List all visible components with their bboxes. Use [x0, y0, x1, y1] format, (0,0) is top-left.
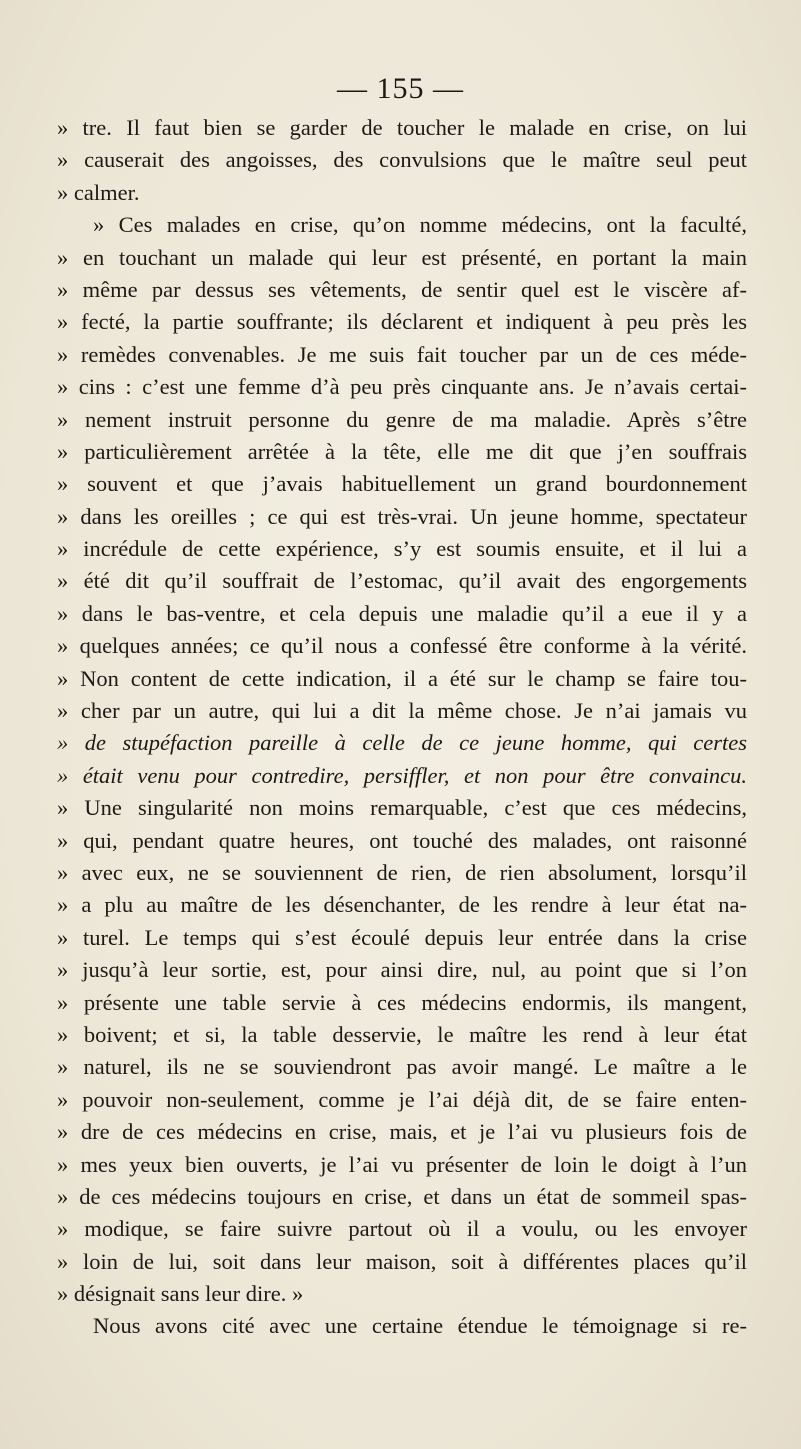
body-text	[57, 112, 747, 1343]
text-line: » naturel, ils ne se souviendront pas avoir mangé. Le maître a le	[57, 1054, 747, 1080]
text-line: » dans le bas-ventre, et cela depuis une maladie qu’il a eue il y a	[57, 600, 747, 626]
text-line: » cins : c’est une femme d’à peu près cinquante ans. Je n’avais certai-	[57, 374, 747, 400]
text-line: » désignait sans leur dire. »	[57, 1281, 304, 1307]
text-line: » incrédule de cette expérience, s’y est soumis ensuite, et il lui a	[57, 536, 747, 562]
text-line: » quelques années; ce qu’il nous a confessé être conforme à la vérité.	[57, 633, 747, 659]
text-line: » Une singularité non moins remarquable, c’est que ces médecins,	[57, 795, 747, 821]
text-line: » de ces médecins toujours en crise, et dans un état de sommeil spas-	[57, 1183, 747, 1209]
text-line: » même par dessus ses vêtements, de sentir quel est le viscère af-	[57, 276, 747, 302]
text-line: » qui, pendant quatre heures, ont touché des malades, ont raisonné	[57, 827, 747, 853]
text-line: » boivent; et si, la table desservie, le maître les rend à leur état	[57, 1021, 747, 1047]
text-line: » Non content de cette indication, il a été sur le champ se faire tou-	[57, 665, 747, 691]
text-line: » de stupéfaction pareille à celle de ce jeune homme, qui certes	[57, 730, 747, 756]
text-line: » particulièrement arrêtée à la tête, elle me dit que j’en souffrais	[57, 438, 747, 464]
text-line: » tre. Il faut bien se garder de toucher le malade en crise, on lui	[57, 115, 747, 140]
text-line: » était venu pour contredire, persiffler, et non pour être convaincu.	[57, 762, 747, 788]
text-line: » dre de ces médecins en crise, mais, et je l’ai vu plusieurs fois de	[57, 1119, 747, 1145]
page-number: — 155 —	[337, 72, 464, 105]
text-line: » turel. Le temps qui s’est écoulé depuis leur entrée dans la crise	[57, 924, 747, 950]
text-line: » en touchant un malade qui leur est présenté, en portant la main	[57, 244, 747, 270]
text-line: » jusqu’à leur sortie, est, pour ainsi dire, nul, au point que si l’on	[57, 957, 747, 983]
text-line: » cher par un autre, qui lui a dit la même chose. Je n’ai jamais vu	[57, 698, 747, 724]
text-line: » calmer.	[57, 179, 140, 205]
text-line: » pouvoir non-seulement, comme je l’ai déjà dit, de se faire enten-	[57, 1086, 747, 1112]
text-line: » remèdes convenables. Je me suis fait toucher par un de ces méde-	[57, 341, 747, 367]
text-line: » dans les oreilles ; ce qui est très-vrai. Un jeune homme, spectateur	[57, 503, 747, 529]
text-line: » causerait des angoisses, des convulsions que le maître seul peut	[57, 147, 747, 173]
text-line: » été dit qu’il souffrait de l’estomac, qu’il avait des engorgements	[57, 568, 747, 594]
text-line: Nous avons cité avec une certaine étendue le témoignage si re-	[93, 1313, 747, 1339]
text-line: » Ces malades en crise, qu’on nomme médecins, ont la faculté,	[93, 212, 747, 238]
text-line: » modique, se faire suivre partout où il a voulu, ou les envoyer	[57, 1216, 747, 1242]
text-line: » nement instruit personne du genre de ma maladie. Après s’être	[57, 406, 747, 432]
text-line: » loin de lui, soit dans leur maison, soit à différentes places qu’il	[57, 1248, 747, 1274]
text-line: » avec eux, ne se souviennent de rien, de rien absolument, lorsqu’il	[57, 859, 747, 885]
text-line: » a plu au maître de les désenchanter, de les rendre à leur état na-	[57, 892, 747, 918]
text-line: » présente une table servie à ces médecins endormis, ils mangent,	[57, 989, 747, 1015]
text-line: » souvent et que j’avais habituellement un grand bourdonnement	[57, 471, 747, 497]
text-line: » mes yeux bien ouverts, je l’ai vu présenter de loin le doigt à l’un	[57, 1151, 747, 1177]
text-line: » fecté, la partie souffrante; ils déclarent et indiquent à peu près les	[57, 309, 747, 335]
